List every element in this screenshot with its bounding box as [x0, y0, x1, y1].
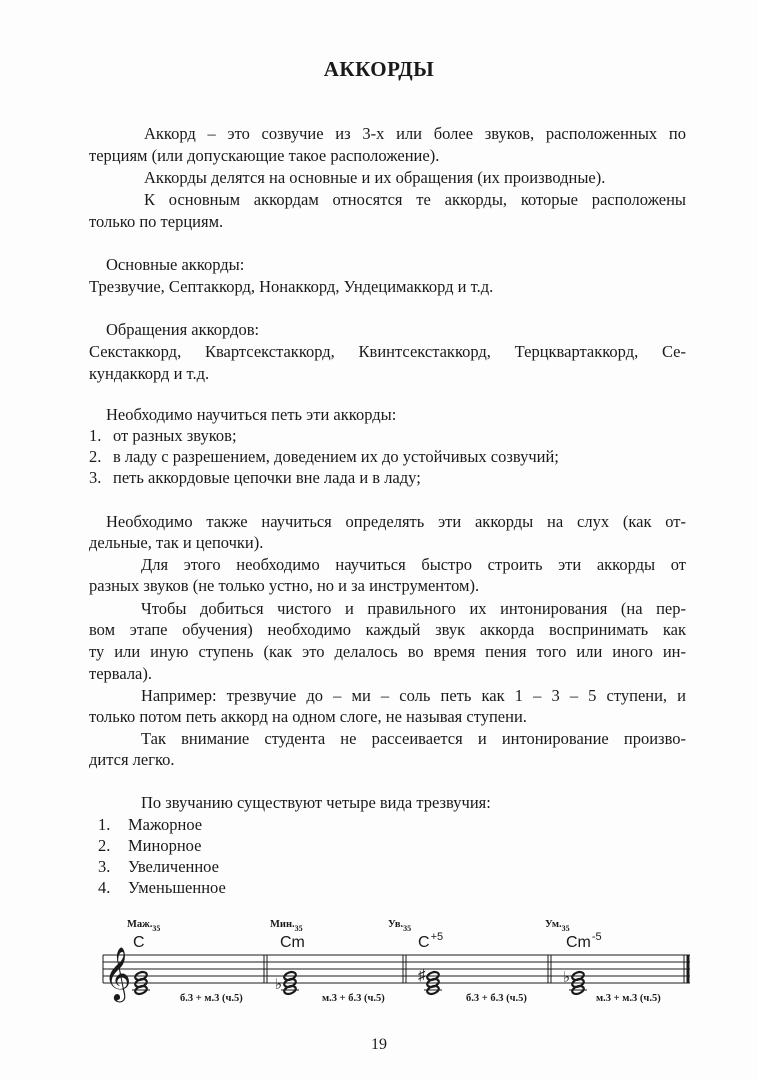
ear-paragraph-5-line-2: дится легко. — [89, 750, 175, 769]
triads-heading: По звучанию существуют четыре вида трезвучия: — [141, 793, 491, 812]
inversions-list-line-2: кундаккорд и т.д. — [89, 364, 210, 383]
chord-notation-staff — [0, 905, 758, 1035]
ear-paragraph-3-line-2: вом этапе обучения) необходимо каждый звук аккорда воспринимать как — [89, 620, 686, 639]
ear-paragraph-1-line-1: Необходимо также научиться определять эти аккорды на слух (как от- — [106, 512, 686, 531]
triads-item-4-text: Уменьшенное — [128, 878, 226, 897]
chord-label-subscript: 35 — [152, 924, 161, 933]
ear-paragraph-1-line-2: дельные, так и цепочки). — [89, 533, 264, 552]
intro-paragraph-2: Аккорды делятся на основные и их обращения (их производные). — [144, 168, 606, 187]
intro-paragraph-3-line-1: К основным аккордам относятся те аккорды, которые расположены — [144, 190, 686, 209]
triads-item-4-number: 4. — [98, 878, 111, 897]
learn-item-1-number: 1. — [89, 426, 102, 445]
ear-paragraph-2-line-1: Для этого необходимо научиться быстро строить эти аккорды от — [141, 555, 686, 574]
page-number: 19 — [371, 1036, 387, 1053]
ear-paragraph-3-line-4: тервала). — [89, 664, 153, 683]
chord-symbol-superscript: +5 — [430, 931, 444, 943]
flat-icon: ♭ — [275, 977, 283, 993]
inversions-heading: Обращения аккордов: — [106, 320, 260, 339]
chord-formula: м.3 + м.3 (ч.5) — [596, 993, 661, 1004]
ear-paragraph-4-line-1: Например: трезвучие до – ми – соль петь как 1 – 3 – 5 ступени, и — [141, 686, 686, 705]
basic-chords-heading: Основные аккорды: — [106, 255, 245, 274]
learn-item-1-text: от разных звуков; — [113, 426, 237, 445]
learn-item-2-text: в ладу с разрешением, доведением их до устойчивых созвучий; — [113, 447, 559, 466]
chord-label: $Ум._{35}$ — [545, 919, 570, 933]
chord-label-subscript: 35 — [561, 924, 570, 933]
ear-paragraph-2-line-2: разных звуков (не только устно, но и за инструментом). — [89, 576, 480, 595]
ear-paragraph-4-line-2: только потом петь аккорд на одном слоге, не называя ступени. — [89, 707, 527, 726]
chord-formula: б.3 + б.3 (ч.5) — [466, 993, 527, 1004]
chord-symbol: C — [133, 934, 145, 951]
chord-symbol: Cm — [280, 934, 305, 951]
triads-item-1-text: Мажорное — [128, 815, 203, 834]
intro-paragraph-1-line-2: терциям (или допускающие такое расположение). — [89, 146, 440, 165]
chord-label: $Мин._{35}$ — [270, 919, 303, 933]
chord-label-subscript: 35 — [294, 924, 303, 933]
chord-formula: м.3 + б.3 (ч.5) — [322, 993, 385, 1004]
treble-clef-icon: 𝄞 — [104, 948, 132, 999]
triads-item-2-number: 2. — [98, 836, 111, 855]
learn-item-3-text: петь аккордовые цепочки вне лада и в ладу; — [113, 468, 421, 487]
basic-chords-list: Трезвучие, Септаккорд, Нонаккорд, Ундецимаккорд и т.д. — [89, 277, 494, 296]
intro-paragraph-3-line-2: только по терциям. — [89, 212, 224, 231]
learn-heading: Необходимо научиться петь эти аккорды: — [106, 405, 397, 424]
page-title: АККОРДЫ — [323, 57, 435, 81]
ear-paragraph-3-line-1: Чтобы добиться чистого и правильного их интонирования (на пер- — [141, 599, 686, 618]
triads-item-1-number: 1. — [98, 815, 111, 834]
chord-label-subscript: 35 — [403, 924, 412, 933]
staff-lines — [103, 955, 690, 983]
ear-paragraph-5-line-1: Так внимание студента не рассеивается и интонирование произво- — [141, 729, 686, 748]
triads-item-3-number: 3. — [98, 857, 111, 876]
chord-symbol-superscript: -5 — [591, 931, 602, 943]
ear-paragraph-3-line-3: ту или иную ступень (как это делалось во время пения того или иного ин- — [89, 642, 686, 661]
chord-symbol: $C^{+5}$ — [418, 931, 444, 951]
chord-label: $Маж._{35}$ — [127, 919, 161, 933]
triads-item-2-text: Минорное — [128, 836, 202, 855]
learn-item-3-number: 3. — [89, 468, 102, 487]
chord-label: $Ув._{35}$ — [388, 919, 412, 933]
sharp-icon: ♯ — [418, 968, 426, 984]
flat-icon: ♭ — [563, 970, 571, 986]
triads-item-3-text: Увеличенное — [128, 857, 219, 876]
chord-formula: б.3 + м.3 (ч.5) — [180, 993, 243, 1004]
learn-item-2-number: 2. — [89, 447, 102, 466]
chord-symbol: $Cm^{-5}$ — [566, 931, 602, 951]
intro-paragraph-1-line-1: Аккорд – это созвучие из 3-х или более звуков, расположенных по — [144, 124, 686, 143]
inversions-list-line-1: Секстаккорд, Квартсекстаккорд, Квинтсекстаккорд, Терцквартаккорд, Се- — [89, 342, 686, 361]
